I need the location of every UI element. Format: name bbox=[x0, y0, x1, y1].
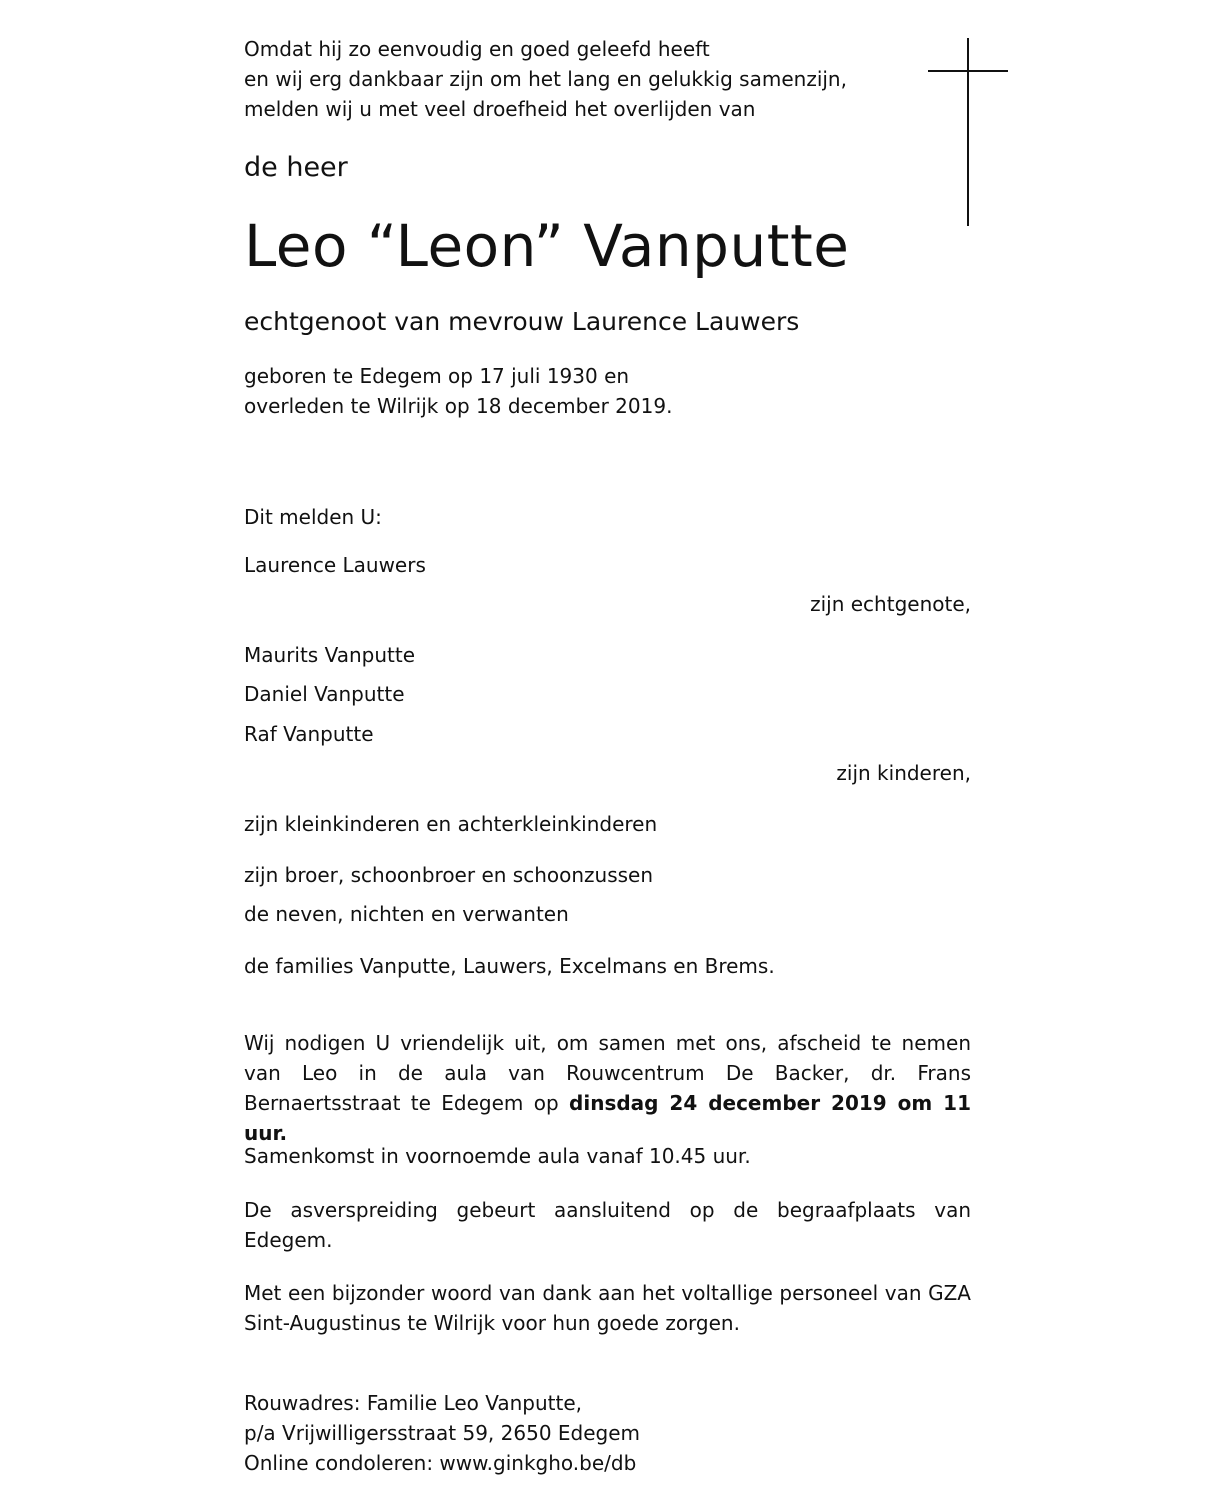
death-line: overleden te Wilrijk op 18 december 2019. bbox=[244, 394, 673, 418]
invitation-paragraph bbox=[244, 1028, 971, 1148]
relatives-line: zijn broer, schoonbroer en schoonzussen bbox=[244, 863, 654, 887]
spouse-name: Laurence Lauwers bbox=[244, 553, 426, 577]
spouse-relation: zijn echtgenote, bbox=[810, 592, 971, 616]
scattering-paragraph: De asverspreiding gebeurt aansluitend op de begraafplaats van Edegem. bbox=[244, 1198, 971, 1252]
child-name: Maurits Vanputte bbox=[244, 643, 416, 667]
child-name: Daniel Vanputte bbox=[244, 682, 405, 706]
relatives-line: de families Vanputte, Lauwers, Excelmans en Brems. bbox=[244, 954, 775, 978]
intro-text bbox=[244, 34, 971, 124]
relatives-line: de neven, nichten en verwanten bbox=[244, 902, 569, 926]
intro-line: melden wij u met veel droefheid het overlijden van bbox=[244, 97, 756, 121]
invitation-text: Wij nodigen U vriendelijk uit, om samen met ons, afscheid te nemen van Leo in de aula van Rouwcentrum De Backer, dr. Frans Bernaertsstraat te Edegem op bbox=[244, 1031, 971, 1115]
children-relation: zijn kinderen, bbox=[836, 761, 971, 785]
address-line: Rouwadres: Familie Leo Vanputte, bbox=[244, 1391, 583, 1415]
announcers-intro: Dit melden U: bbox=[244, 505, 382, 529]
condolence-link[interactable]: Online condoleren: www.ginkgho.be/db bbox=[244, 1451, 637, 1475]
deceased-name: Leo “Leon” Vanputte bbox=[244, 212, 850, 280]
ceremony-datetime: dinsdag 24 december 2019 om 11 uur. bbox=[244, 1091, 971, 1145]
address-line: p/a Vrijwilligersstraat 59, 2650 Edegem bbox=[244, 1421, 641, 1445]
honorific: de heer bbox=[244, 152, 348, 183]
intro-line: en wij erg dankbaar zijn om het lang en gelukkig samenzijn, bbox=[244, 67, 847, 91]
intro-line: Omdat hij zo eenvoudig en goed geleefd heeft bbox=[244, 37, 710, 61]
spouse-line: echtgenoot van mevrouw Laurence Lauwers bbox=[244, 307, 800, 336]
birth-line: geboren te Edegem op 17 juli 1930 en bbox=[244, 364, 630, 388]
life-dates bbox=[244, 361, 971, 421]
gathering-paragraph: Samenkomst in voornoemde aula vanaf 10.45 uur. bbox=[244, 1144, 751, 1168]
relatives-line: zijn kleinkinderen en achterkleinkinderen bbox=[244, 812, 658, 836]
thanks-paragraph: Met een bijzonder woord van dank aan het voltallige personeel van GZA Sint-Augustinus te Wilrijk voor hun goede zorgen. bbox=[244, 1281, 971, 1335]
child-name: Raf Vanputte bbox=[244, 722, 374, 746]
